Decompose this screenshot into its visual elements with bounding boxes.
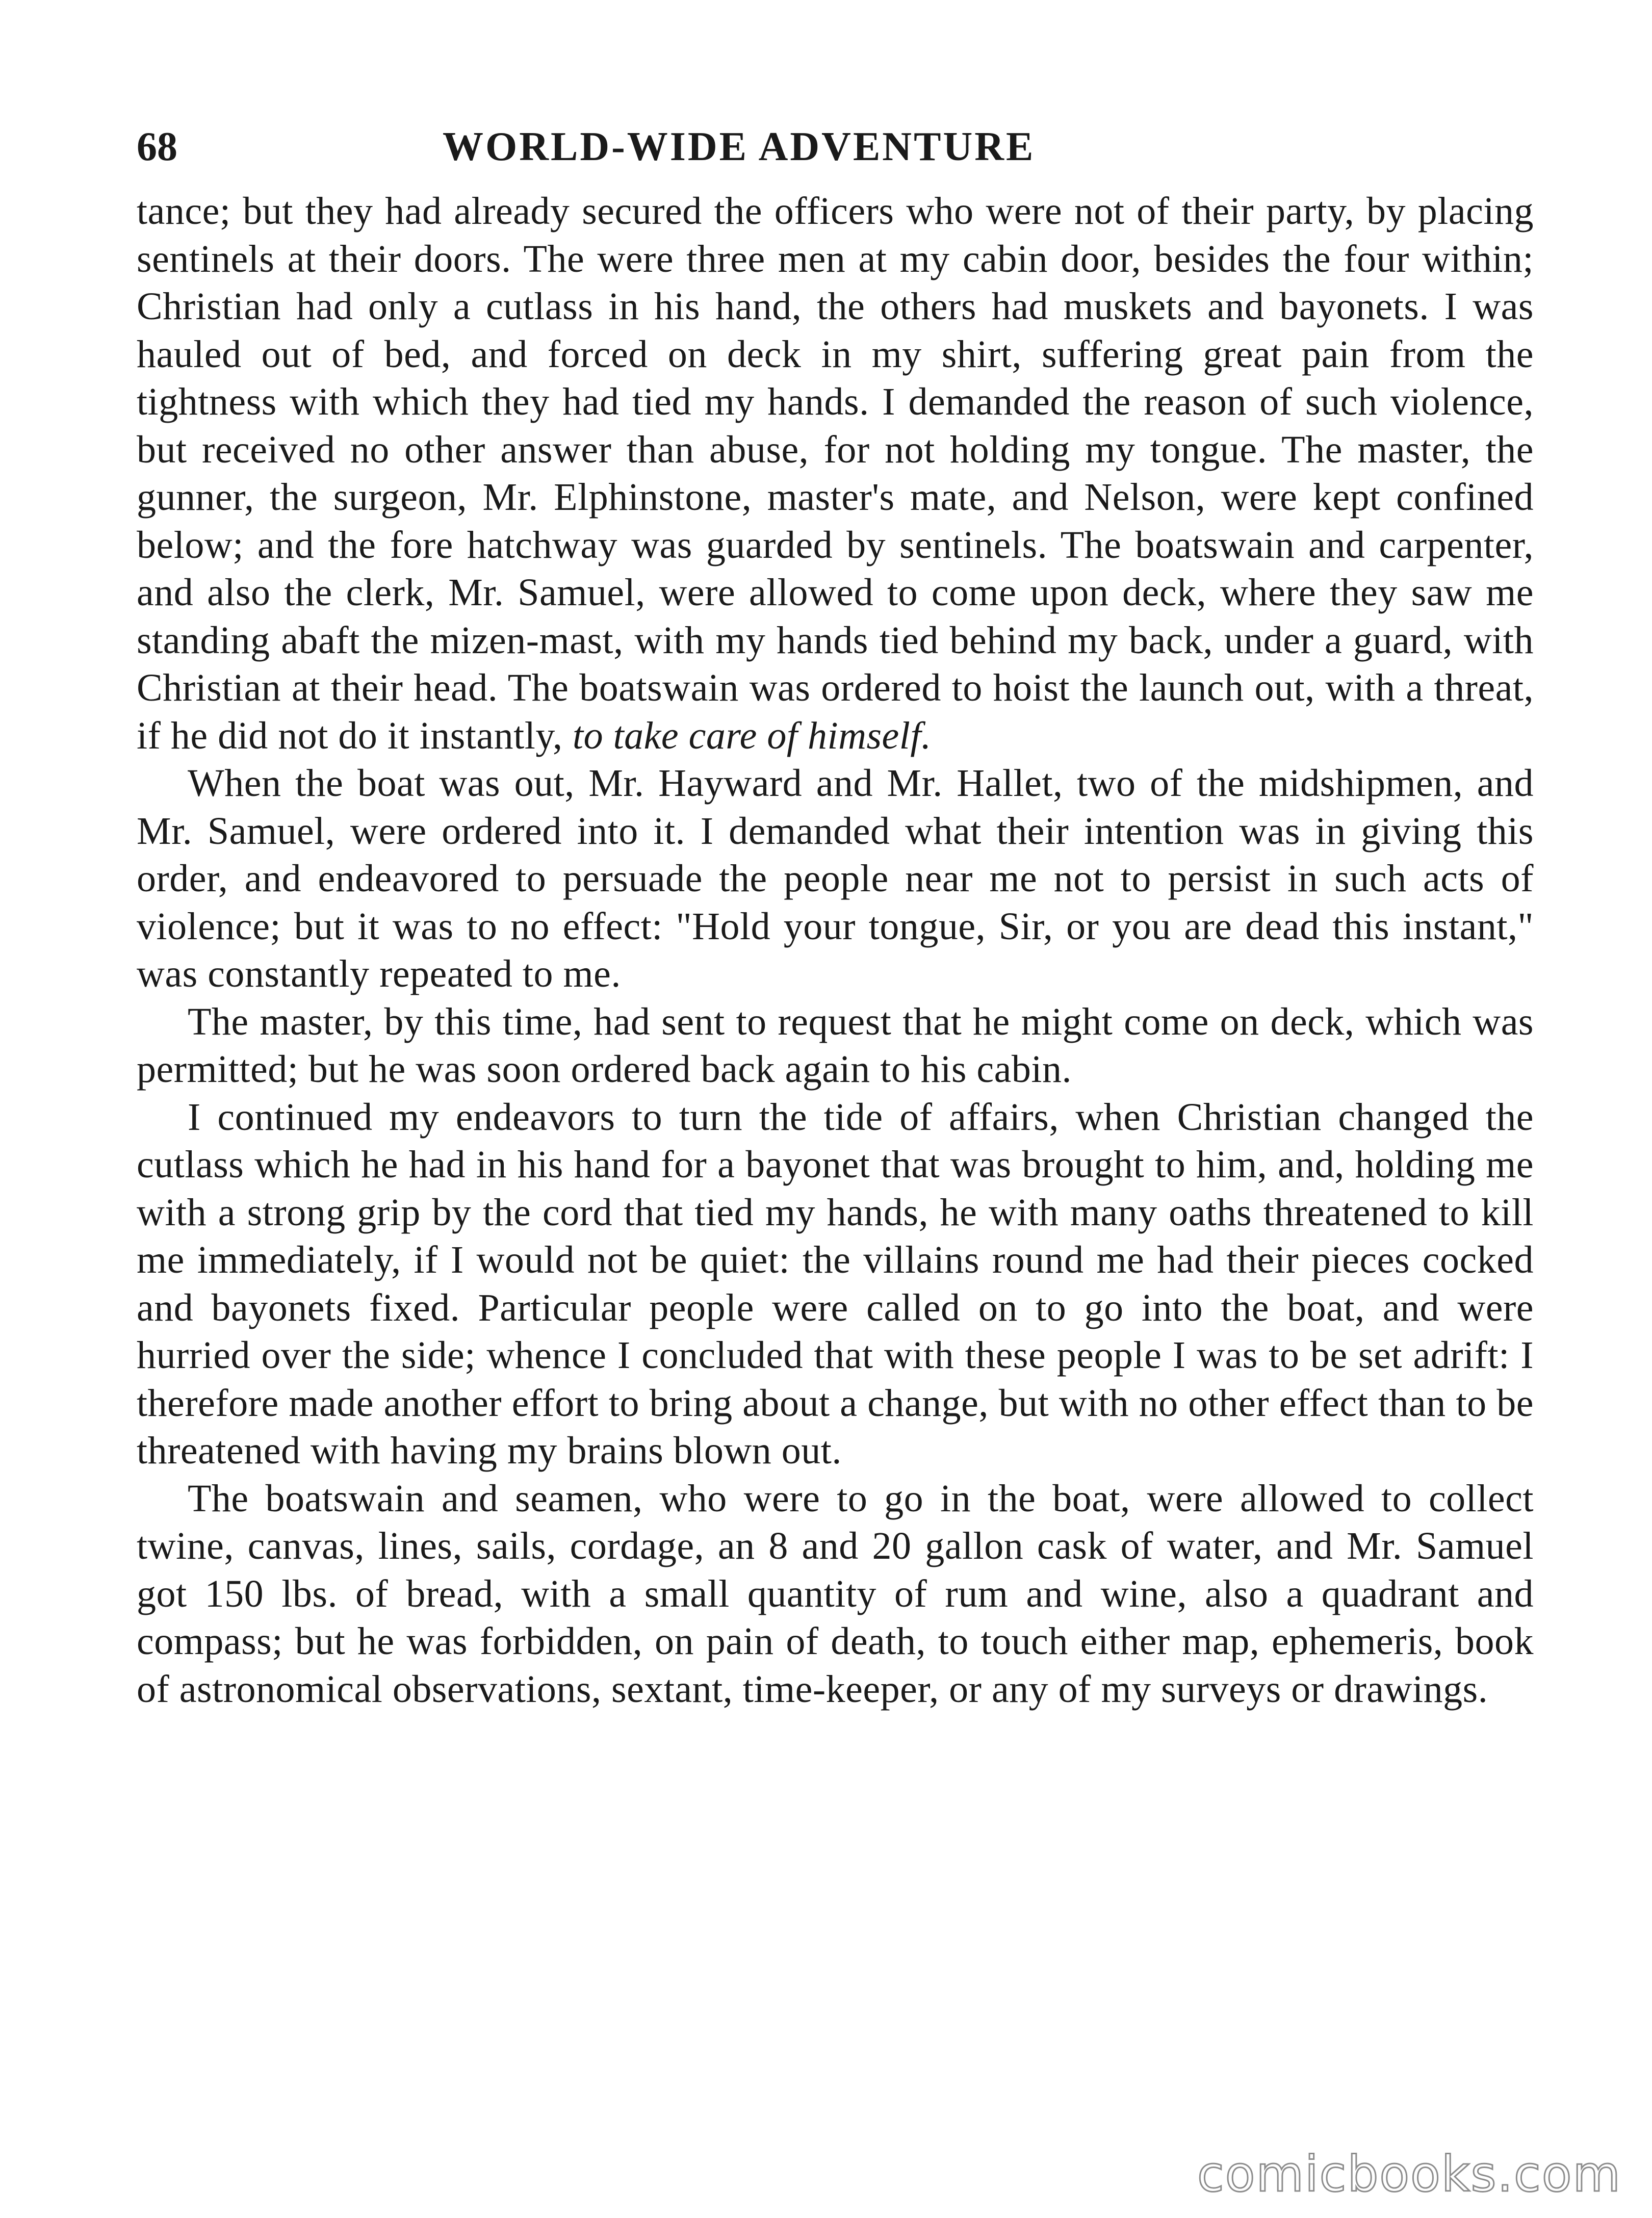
book-title: WORLD-WIDE ADVENTURE — [443, 124, 1036, 169]
paragraph-4: I continued my endeavors to turn the tide of affairs, when Christian changed the cutlass which he had in his hand for a bayonet that was brought to him, and, holding me with a strong grip by the cord that tied my hands, he with many oaths threatened to kill me immediately, if I would not be quiet: the villains round me had their pieces cocked and bayonets fixed. Particular people were called on to go into the boat, and were hurried over the side; whence I concluded that with these people I was to be set adrift: I therefore made another effort to bring about a change, but with no other effect than to be threatened with having my brains blown out. — [137, 1095, 1534, 1472]
paragraph-1-text: tance; but they had already secured the officers who were not of their party, by placing sentinels at their doors. The were three men at my cabin door, besides the four within; Christian had only a cutlass in his hand, the others had muskets and bayonets. I was hauled out of bed, and forced on deck in my shirt, suffering great pain from the tightness with which they had tied my hands. I demanded the reason of such violence, but received no other answer than abuse, for not holding my tongue. The master, the gunner, the surgeon, Mr. Elphinstone, master's mate, and Nelson, were kept confined below; and the fore hatchway was guarded by sentinels. The boatswain and carpenter, and also the clerk, Mr. Samuel, were allowed to come upon deck, where they saw me standing abaft the mizen-mast, with my hands tied behind my back, under a guard, with Christian at their head. The boatswain was ordered to hoist the launch out, with a threat, if he did not do it instantly, — [137, 190, 1534, 757]
paragraph-1-italic: to take care of himself. — [572, 714, 932, 757]
paragraph-3: The master, by this time, had sent to request that he might come on deck, which was permitted; but he was soon ordered back again to his cabin. — [137, 1000, 1534, 1091]
paragraph-2: When the boat was out, Mr. Hayward and Mr. Hallet, two of the midshipmen, and Mr. Samuel, were ordered into it. I demanded what their intention was in giving this order, and endeavored to persuade the people near me not to persist in such acts of violence; but it was to no effect: "Hold your tongue, Sir, or you are dead this instant," was constantly repeated to me. — [137, 762, 1534, 995]
paragraph-1 — [137, 188, 1534, 760]
page-number: 68 — [137, 124, 177, 169]
watermark: comicbooks.com — [1197, 2146, 1621, 2203]
book-page — [137, 116, 1534, 1713]
body-text — [137, 188, 1534, 1713]
running-head — [137, 116, 1534, 177]
paragraph-5: The boatswain and seamen, who were to go in the boat, were allowed to collect twine, canvas, lines, sails, cordage, an 8 and 20 gallon cask of water, and Mr. Samuel got 150 lbs. of bread, with a small quantity of rum and wine, also a quadrant and compass; but he was forbidden, on pain of death, to touch either map, ephemeris, book of astronomical observations, sextant, time-keeper, or any of my surveys or drawings. — [137, 1477, 1534, 1711]
